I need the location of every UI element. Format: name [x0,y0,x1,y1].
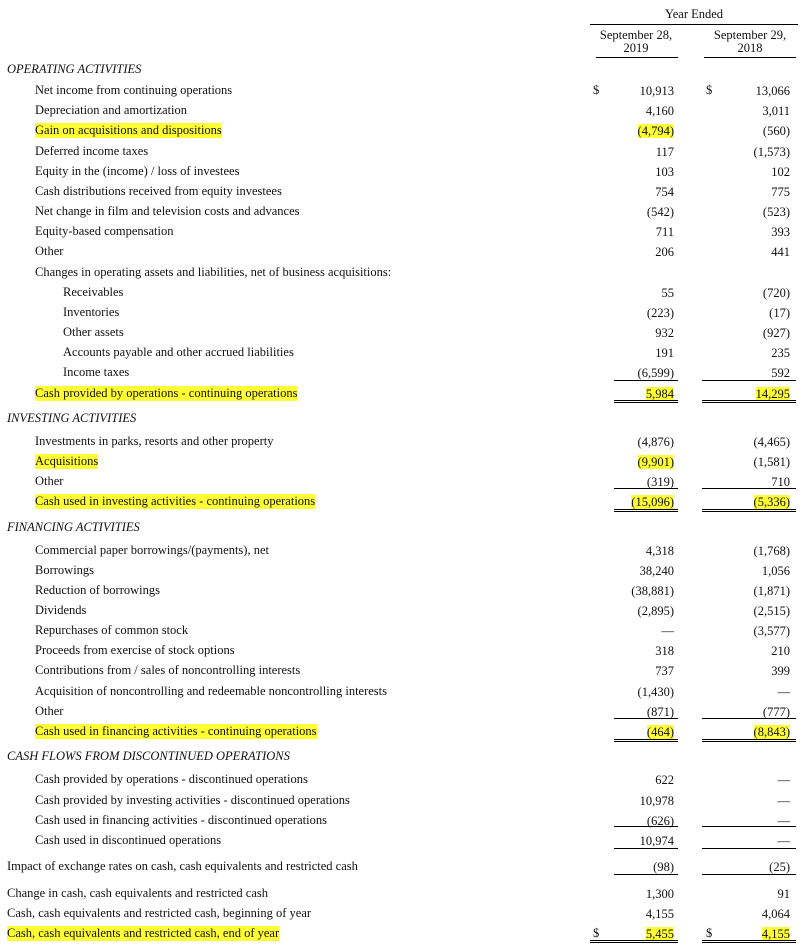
table-row [0,431,810,451]
value-2018 [692,306,790,321]
table-row [0,540,810,560]
dollar-sign: $ [706,83,713,97]
value-2018 [692,773,790,788]
value-2018-text: 102 [771,165,790,179]
value-2019-text: 55 [661,286,674,300]
value-2018 [692,564,790,579]
value-2018-text: (8,843) [753,725,790,739]
value-2018-text: 1,056 [761,564,790,578]
value-2018-text: (1,768) [753,544,790,558]
value-2019 [594,907,674,922]
value-2019 [594,773,674,788]
value-2019 [594,495,674,510]
value-2018 [692,124,790,139]
value-2019-text: (98) [653,860,674,874]
value-2018 [692,326,790,341]
value-2018 [692,104,790,119]
value-2019 [594,455,674,470]
value-2019-text: (542) [646,205,674,219]
value-2019-text: 4,160 [645,104,674,118]
table-row [0,120,810,140]
rule [702,400,796,401]
table-row [0,580,810,600]
value-2019-text: 1,300 [645,887,674,901]
table-row [0,721,810,741]
row-label: Cash, cash equivalents and restricted cash, beginning of year [7,906,312,920]
rule [702,488,796,489]
rule [590,942,678,943]
row-label: Deferred income taxes [35,144,149,158]
rule [614,826,678,827]
rule [702,826,796,827]
value-2019 [594,794,674,809]
row-label: Impact of exchange rates on cash, cash equivalents and restricted cash [7,859,358,873]
value-2018 [692,834,790,849]
value-2019-text: (626) [646,814,674,828]
value-2018-text: (1,573) [753,145,790,159]
value-2018-text: 393 [771,225,790,239]
value-2019-text: 206 [655,245,674,259]
row-label: Income taxes [63,365,130,379]
value-2018 [692,725,790,740]
rule [614,511,678,512]
value-2018 [692,887,790,902]
value-2018 [692,286,790,301]
section-heading [0,59,810,79]
header-col-2018-rule [704,57,796,58]
table-row [0,883,810,903]
value-2018-text: (927) [762,326,790,340]
value-2019 [594,124,674,139]
table-row [0,451,810,471]
value-2019-text: 117 [655,145,674,159]
table-row [0,161,810,181]
section-title: CASH FLOWS FROM DISCONTINUED OPERATIONS [7,749,290,763]
value-2018-text: 441 [771,245,790,259]
header-col-2018: September 29, 2018 [713,28,787,55]
value-2018-text: 3,011 [762,104,790,118]
value-2019 [594,205,674,220]
row-label: Repurchases of common stock [35,623,189,637]
rule [702,940,796,941]
value-2018-text: — [777,773,790,787]
row-label: Equity in the (income) / loss of investees [35,164,240,178]
value-2018-text: (2,515) [753,604,790,618]
table-row [0,80,810,100]
table-row [0,201,810,221]
value-2019-text: (223) [646,306,674,320]
rule [614,739,678,740]
rule [614,741,678,742]
value-2019-text: (9,901) [637,455,674,469]
row-label: Commercial paper borrowings/(payments), net [35,543,269,557]
value-2018-text: (523) [762,205,790,219]
value-2018 [692,624,790,639]
value-2018-text: 775 [771,185,790,199]
table-row [0,383,810,403]
row-label: Accounts payable and other accrued liabilities [63,345,294,359]
row-label: Change in cash, cash equivalents and restricted cash [7,886,269,900]
value-2019 [594,185,674,200]
value-2019 [594,435,674,450]
table-row [0,302,810,322]
row-label: Equity-based compensation [35,224,174,238]
value-2019-text: 711 [655,225,674,239]
table-row [0,282,810,302]
value-2018-text: (720) [762,286,790,300]
value-2019-text: 103 [655,165,674,179]
value-2018-text: (4,465) [753,435,790,449]
dollar-sign: $ [593,83,600,97]
table-row [0,342,810,362]
value-2018-text: 91 [777,887,790,901]
table-row [0,600,810,620]
rule [702,848,796,849]
value-2019-text: (4,876) [637,435,674,449]
value-2019 [594,326,674,341]
row-label: Gain on acquisitions and dispositions [35,123,222,137]
rule [590,940,678,941]
row-label: Cash provided by operations - continuing operations [35,386,298,400]
rule [614,509,678,510]
value-2019 [594,306,674,321]
value-2019 [594,834,674,849]
value-2018-text: 4,155 [761,927,790,941]
value-2018 [692,245,790,260]
value-2018 [692,860,790,875]
rule [702,380,796,381]
value-2019-text: (15,096) [631,495,674,509]
value-2019 [594,725,674,740]
rule [702,874,796,875]
value-2018 [692,435,790,450]
rule [702,942,796,943]
table-row [0,221,810,241]
value-2019 [594,286,674,301]
rule [614,874,678,875]
table-row [0,471,810,491]
table-row [0,620,810,640]
value-2018-text: 710 [771,475,790,489]
header-year-ended: Year Ended [664,7,724,21]
rule [614,402,678,403]
value-2019 [594,860,674,875]
value-2019 [594,225,674,240]
rule [614,848,678,849]
value-2018-text: (17) [769,306,790,320]
value-2018-text: (25) [769,860,790,874]
row-label: Other [35,704,64,718]
row-label: Cash provided by operations - discontinued operations [35,772,308,786]
dollar-sign: $ [706,926,713,940]
rule [614,380,678,381]
value-2019-text: 737 [655,664,674,678]
header-col-2019: September 28, 2019 [599,28,673,55]
rule [702,739,796,740]
row-label: Dividends [35,603,87,617]
value-2018 [692,165,790,180]
row-label: Cash distributions received from equity investees [35,184,282,198]
row-label: Investments in parks, resorts and other property [35,434,274,448]
value-2019-text: (2,895) [637,604,674,618]
value-2019-text: (38,881) [631,584,674,598]
value-2019 [594,664,674,679]
value-2018 [692,685,790,700]
table-row [0,810,810,830]
row-label: Borrowings [35,563,95,577]
row-label: Cash used in investing activities - continuing operations [35,494,316,508]
value-2018-text: 13,066 [755,84,790,98]
value-2019 [594,604,674,619]
value-2019-text: — [661,624,674,638]
value-2018-text: (777) [762,705,790,719]
table-row [0,560,810,580]
header-rule [590,24,798,25]
value-2019-text: 4,318 [645,544,674,558]
header-col-2019-rule [596,57,678,58]
value-2018 [692,455,790,470]
value-2018-text: 399 [771,664,790,678]
table-row [0,322,810,342]
table-row [0,830,810,850]
row-label: Proceeds from exercise of stock options [35,643,235,657]
value-2019 [594,245,674,260]
section-heading [0,517,810,537]
rule [614,488,678,489]
row-label: Other [35,474,64,488]
value-2018-text: — [777,794,790,808]
row-label: Acquisitions [35,454,99,468]
rule [614,400,678,401]
value-2018-text: (1,581) [753,455,790,469]
row-label: Cash, cash equivalents and restricted cash, end of year [7,926,280,940]
table-row [0,701,810,721]
value-2019-text: (871) [646,705,674,719]
value-2018-text: 14,295 [755,387,790,401]
table-row [0,181,810,201]
value-2019 [594,887,674,902]
rule [702,402,796,403]
value-2018 [692,664,790,679]
dollar-sign: $ [593,926,600,940]
value-2019-text: 4,155 [645,907,674,921]
value-2019 [594,564,674,579]
table-row [0,491,810,511]
table-row [0,241,810,261]
value-2019-text: 932 [655,326,674,340]
value-2019 [594,544,674,559]
value-2019 [594,366,674,381]
value-2018-text: (3,577) [753,624,790,638]
value-2019-text: (1,430) [637,685,674,699]
value-2018 [692,205,790,220]
value-2018 [692,84,790,99]
value-2019 [594,84,674,99]
value-2019-text: 622 [655,773,674,787]
value-2018-text: (1,871) [753,584,790,598]
value-2019-text: 10,974 [639,834,674,848]
value-2018 [692,495,790,510]
table-row [0,923,810,943]
row-label: Other [35,244,64,258]
table-row [0,769,810,789]
value-2018 [692,225,790,240]
table-row [0,640,810,660]
rule [702,718,796,719]
value-2018-text: (5,336) [753,495,790,509]
value-2019 [594,104,674,119]
row-label: Receivables [63,285,124,299]
section-title: OPERATING ACTIVITIES [7,62,142,76]
value-2019 [594,584,674,599]
rule [614,718,678,719]
value-2018 [692,604,790,619]
value-2019 [594,624,674,639]
row-label: Acquisition of noncontrolling and redeemable noncontrolling interests [35,684,388,698]
value-2018-text: 592 [771,366,790,380]
table-row [0,362,810,382]
value-2019-text: 38,240 [639,564,674,578]
row-label: Net change in film and television costs and advances [35,204,300,218]
rule [702,511,796,512]
section-heading [0,408,810,428]
value-2019-text: 5,455 [645,927,674,941]
row-label: Inventories [63,305,120,319]
value-2019 [594,346,674,361]
row-label: Cash used in discontinued operations [35,833,222,847]
row-label: Other assets [63,325,124,339]
value-2018 [692,185,790,200]
value-2018 [692,794,790,809]
value-2019-text: (464) [646,725,674,739]
row-label: Changes in operating assets and liabilities, net of business acquisitions: [35,265,392,279]
table-row [0,262,810,282]
value-2018-text: (560) [762,124,790,138]
value-2019-text: (4,794) [637,124,674,138]
value-2019-text: 5,984 [645,387,674,401]
value-2019 [594,165,674,180]
table-row [0,660,810,680]
row-label: Cash used in financing activities - discontinued operations [35,813,327,827]
value-2018-text: 4,064 [761,907,790,921]
section-heading [0,746,810,766]
value-2018-text: — [777,685,790,699]
value-2018-text: 210 [771,644,790,658]
table-row [0,903,810,923]
row-label: Reduction of borrowings [35,583,160,597]
table-row [0,790,810,810]
value-2019-text: (6,599) [637,366,674,380]
row-label: Cash used in financing activities - continuing operations [35,724,317,738]
rule [702,509,796,510]
value-2019-text: 754 [655,185,674,199]
row-label: Net income from continuing operations [35,83,233,97]
value-2019-text: 10,978 [639,794,674,808]
value-2019-text: 10,913 [639,84,674,98]
value-2018 [692,644,790,659]
value-2018 [692,346,790,361]
section-title: FINANCING ACTIVITIES [7,520,140,534]
value-2019 [594,145,674,160]
value-2018 [692,145,790,160]
value-2018 [692,366,790,381]
rule [702,741,796,742]
table-row [0,100,810,120]
value-2019 [594,644,674,659]
row-label: Cash provided by investing activities - discontinued operations [35,793,350,807]
value-2019-text: 318 [655,644,674,658]
value-2018-text: 235 [771,346,790,360]
table-row [0,681,810,701]
value-2018-text: — [777,814,790,828]
row-label: Contributions from / sales of noncontrolling interests [35,663,301,677]
value-2018 [692,907,790,922]
value-2019-text: 191 [655,346,674,360]
value-2018 [692,544,790,559]
value-2018 [692,584,790,599]
table-row [0,856,810,876]
section-title: INVESTING ACTIVITIES [7,411,137,425]
value-2018-text: — [777,834,790,848]
row-label: Depreciation and amortization [35,103,188,117]
value-2019-text: (319) [646,475,674,489]
value-2019 [594,685,674,700]
table-row [0,141,810,161]
